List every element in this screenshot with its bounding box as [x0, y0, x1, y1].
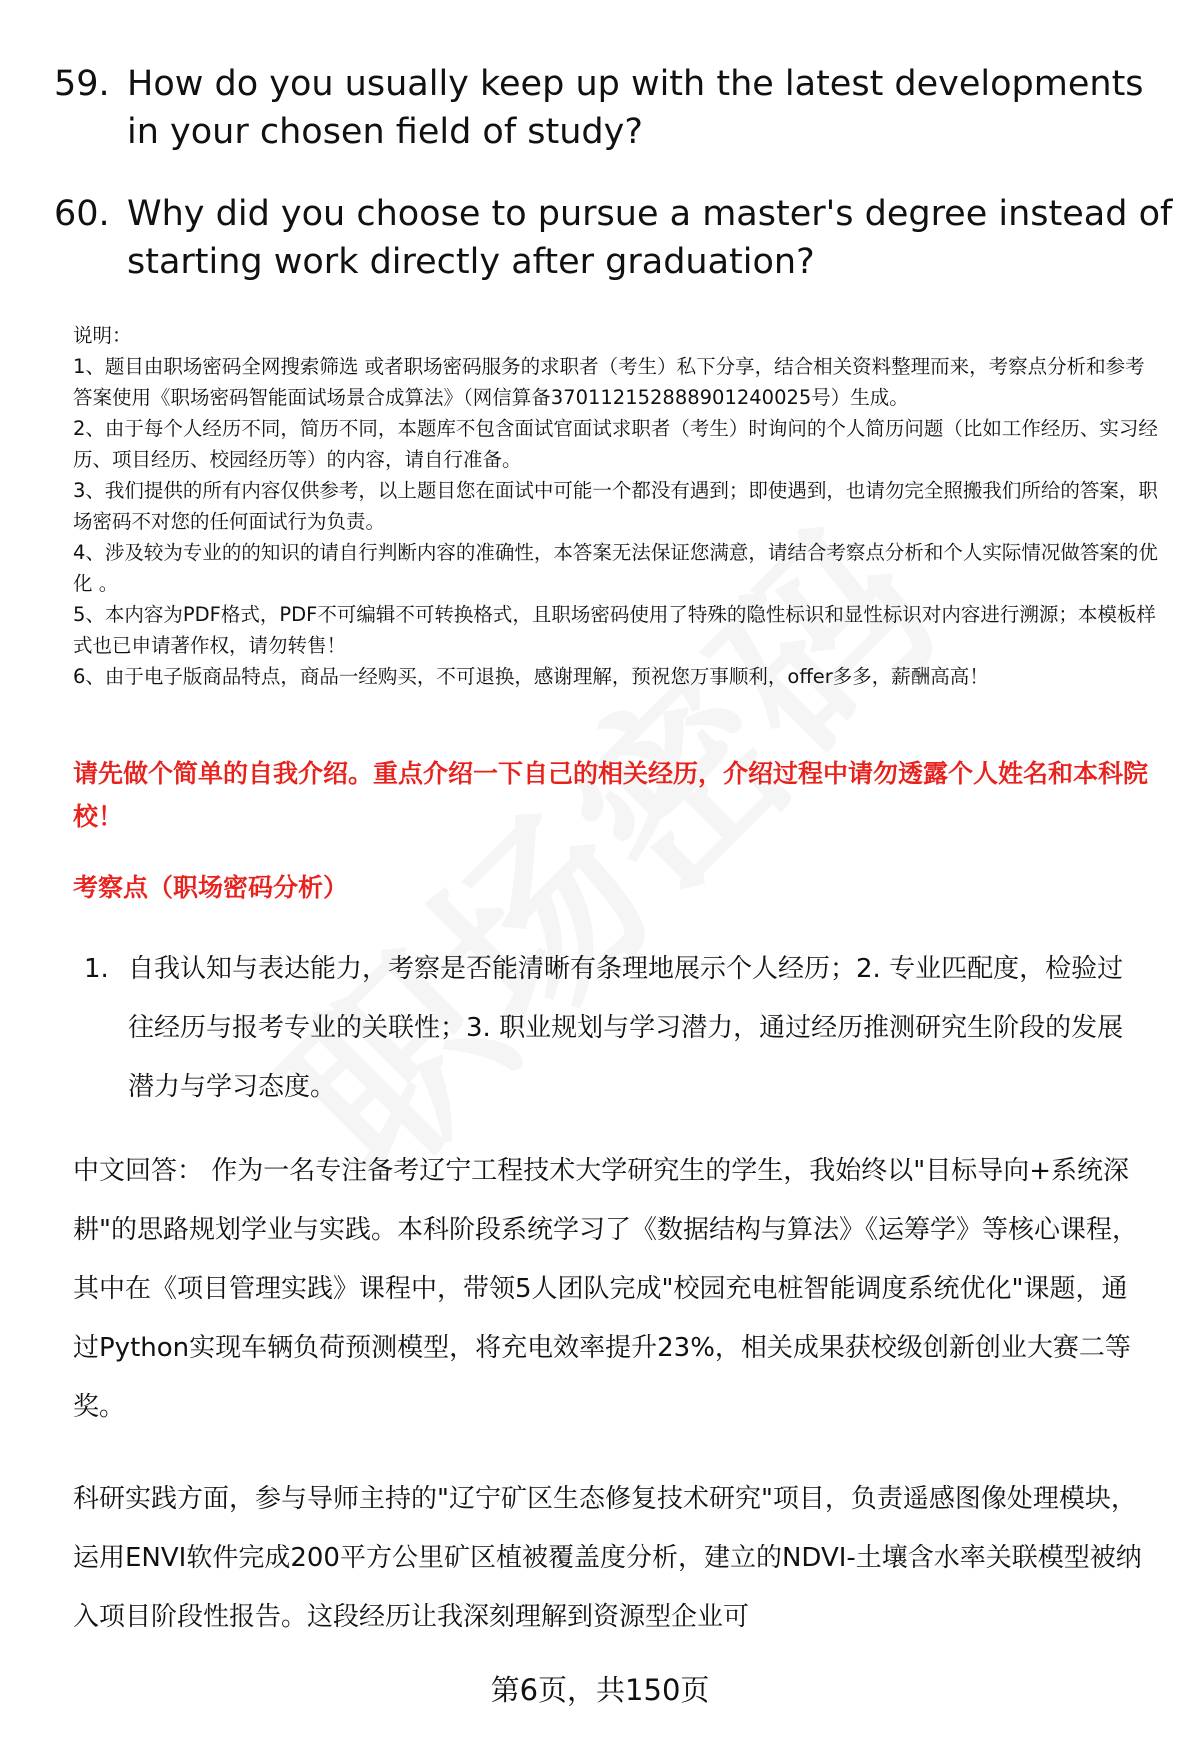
- notes-section: [73, 320, 1163, 692]
- note-item: 5、本内容为PDF格式，PDF不可编辑不可转换格式，且职场密码使用了特殊的隐性标识和显性标识对内容进行溯源；本模板样式也已申请著作权，请勿转售！: [73, 603, 1156, 657]
- answer-paragraph-1: 中文回答： 作为一名专注备考辽宁工程技术大学研究生的学生，我始终以"目标导向+系统深耕"的思路规划学业与实践。本科阶段系统学习了《数据结构与算法》《运筹学》等核心课程，其中在《项目管理实践》课程中，带领5人团队完成"校园充电桩智能调度系统优化"课题，通过Python实现车辆负荷预测模型，将充电效率提升23%，相关成果获校级创新创业大赛二等奖。: [73, 1156, 1138, 1422]
- note-item: 4、涉及较为专业的的知识的请自行判断内容的准确性，本答案无法保证您满意，请结合考察点分析和个人实际情况做答案的优化 。: [73, 541, 1158, 595]
- question-text: Why did you choose to pursue a master's degree instead of starting work directly after graduation?: [127, 194, 1173, 282]
- answer-paragraph-2: 科研实践方面，参与导师主持的"辽宁矿区生态修复技术研究"项目，负责遥感图像处理模块，运用ENVI软件完成200平方公里矿区植被覆盖度分析，建立的NDVI-土壤含水率关联模型被纳入项目阶段性报告。这段经历让我深刻理解到资源型企业可: [73, 1484, 1142, 1632]
- notes-title: 说明：: [73, 324, 132, 347]
- analysis-heading: 考察点（职场密码分析）: [73, 873, 349, 902]
- analysis-list-item: [84, 940, 1144, 1117]
- question-59: [54, 60, 1174, 156]
- analysis-text: 自我认知与表达能力，考察是否能清晰有条理地展示个人经历；2. 专业匹配度，检验过往经历与报考专业的关联性；3. 职业规划与学习潜力，通过经历推测研究生阶段的发展潜力与学习态度。: [128, 954, 1124, 1102]
- note-item: 2、由于每个人经历不同，简历不同，本题库不包含面试官面试求职者（考生）时询问的个人简历问题（比如工作经历、实习经历、项目经历、校园经历等）的内容，请自行准备。: [73, 417, 1158, 471]
- question-text: How do you usually keep up with the latest developments in your chosen field of study?: [127, 64, 1144, 152]
- list-number: 1.: [84, 954, 109, 984]
- question-heading: 请先做个简单的自我介绍。重点介绍一下自己的相关经历，介绍过程中请勿透露个人姓名和本科院校！: [73, 759, 1149, 831]
- note-item: 1、题目由职场密码全网搜索筛选 或者职场密码服务的求职者（考生）私下分享，结合相关资料整理而来，考察点分析和参考答案使用《职场密码智能面试场景合成算法》（网信算备370112152888901240025号）生成。: [73, 355, 1145, 409]
- note-item: 6、由于电子版商品特点，商品一经购买，不可退换，感谢理解，预祝您万事顺利，offer多多，薪酬高高！: [73, 665, 989, 688]
- question-number: 60.: [54, 194, 110, 234]
- question-number: 59.: [54, 64, 110, 104]
- note-item: 3、我们提供的所有内容仅供参考，以上题目您在面试中可能一个都没有遇到；即使遇到，也请勿完全照搬我们所给的答案，职场密码不对您的任何面试行为负责。: [73, 479, 1158, 533]
- page-footer: 第6页，共150页: [490, 1673, 710, 1707]
- question-60: [54, 190, 1174, 286]
